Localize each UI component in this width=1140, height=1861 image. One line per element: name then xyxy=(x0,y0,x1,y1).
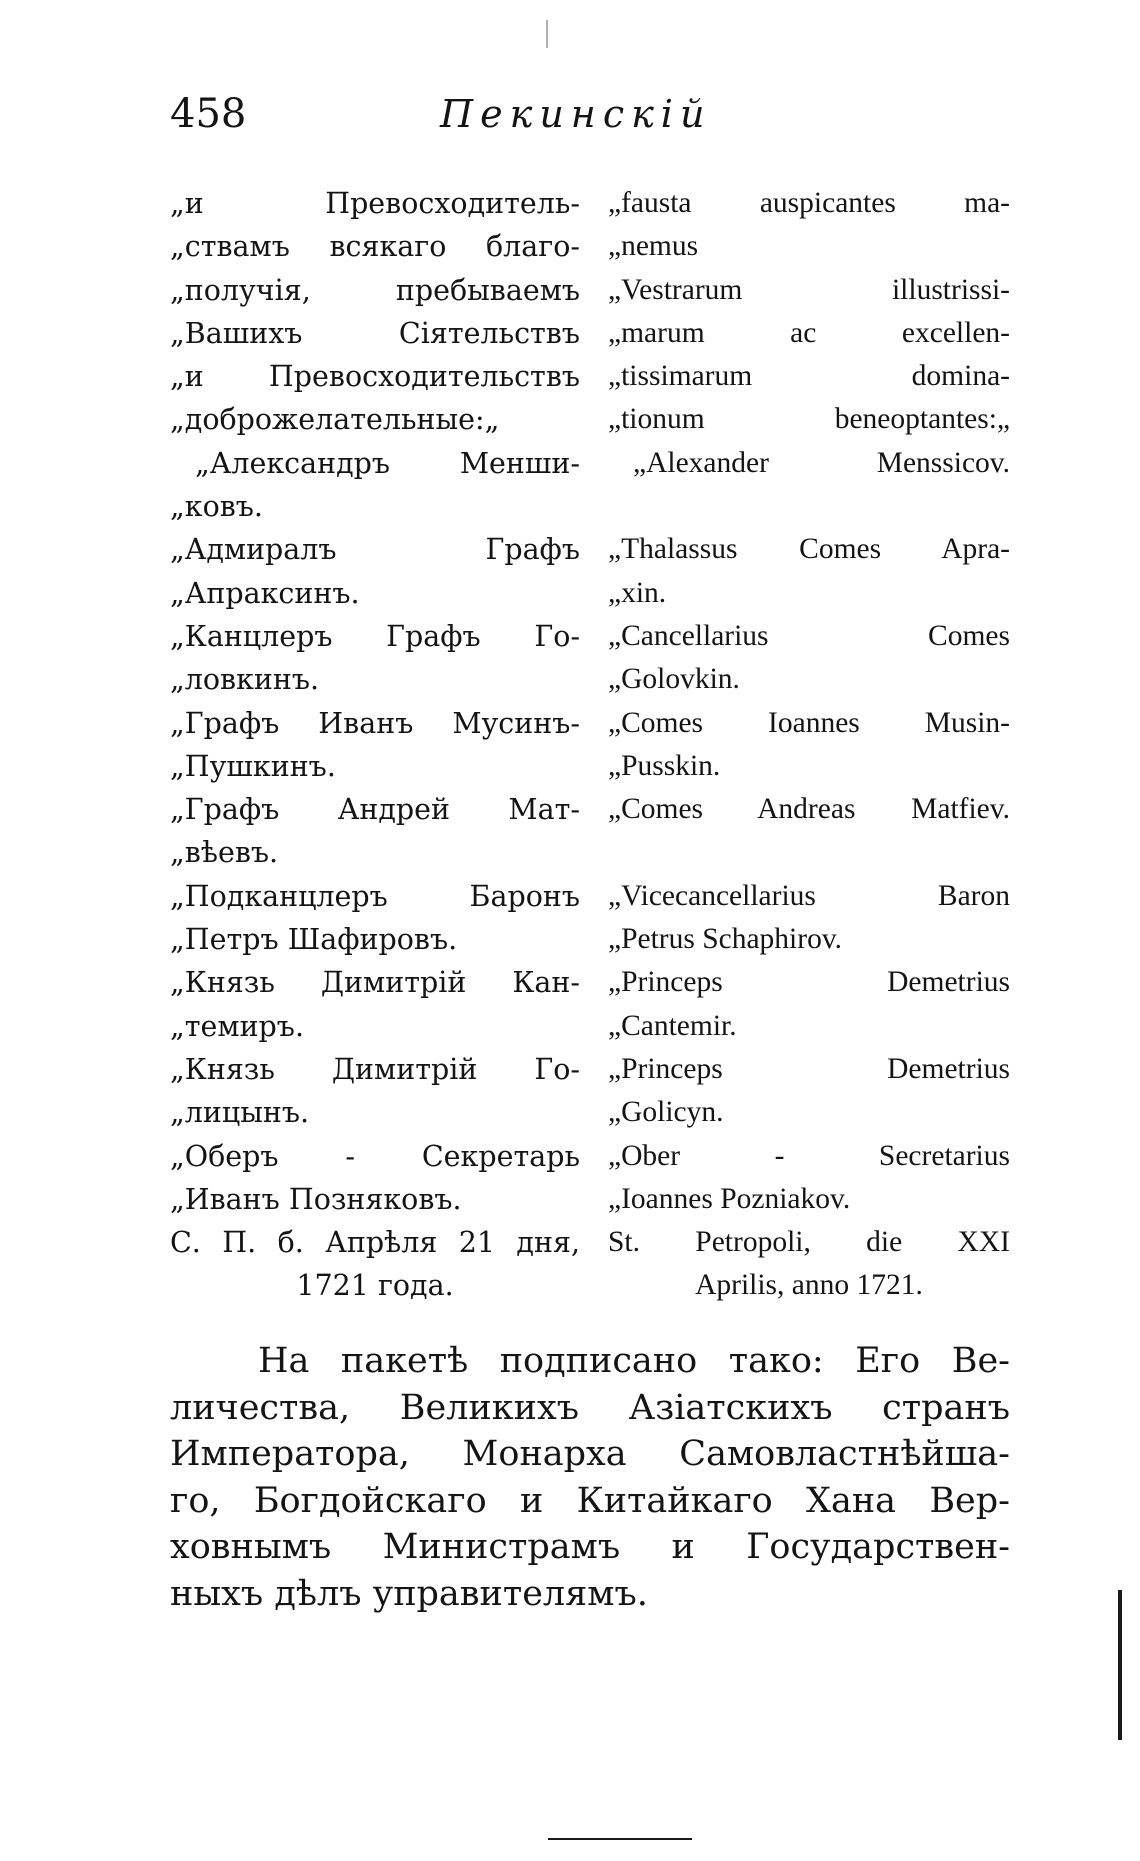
russian-line: „Графъ Иванъ Мусинъ- xyxy=(170,706,580,740)
russian-line: „доброжелательные:„ xyxy=(170,403,500,437)
latin-year-line: Aprilis, anno 1721. xyxy=(695,1269,923,1302)
footer-rule xyxy=(548,1838,692,1840)
latin-line: „Princeps Demetrius xyxy=(608,966,1010,999)
paragraph-line: ныхъ дѣлъ управителямъ. xyxy=(170,1573,648,1614)
latin-line: „Thalassus Comes Apra- xyxy=(608,533,1010,566)
latin-line: „Cantemir. xyxy=(608,1009,737,1042)
latin-line: „tissimarum domina- xyxy=(608,360,1010,393)
latin-line: „Comes Andreas Matfiev. xyxy=(608,793,1010,826)
latin-line: „tionum beneoptantes:„ xyxy=(608,403,1010,436)
latin-line xyxy=(608,485,1010,528)
latin-line: „Vicecancellarius Baron xyxy=(608,879,1010,912)
russian-line: „Пушкинъ. xyxy=(170,749,336,783)
latin-line: „Ioannes Pozniakov. xyxy=(608,1182,851,1215)
russian-line: „Князь Димитрiй Го- xyxy=(170,1052,580,1086)
russian-line: „темиръ. xyxy=(170,1009,304,1043)
page-number: 458 xyxy=(170,91,247,137)
latin-date-line: St. Petropoli, die XXI xyxy=(608,1226,1010,1259)
russian-line: „получiя, пребываемъ xyxy=(170,273,580,307)
russian-line: „Князь Димитрiй Кан- xyxy=(170,966,580,1000)
paragraph-line: го, Богдойскаго и Китайкаго Хана Вер- xyxy=(170,1480,1010,1521)
running-head: Пекинскiй xyxy=(440,92,712,136)
latin-line: „fausta auspicantes ma- xyxy=(608,187,1010,219)
scan-mark-top xyxy=(546,20,548,48)
latin-line: „Alexander Menssicov. xyxy=(633,446,1010,479)
latin-line: „nemus xyxy=(608,230,699,263)
latin-line: „Golovkin. xyxy=(608,663,740,696)
russian-line: „вѣевъ. xyxy=(170,836,279,870)
latin-line: „marum ac excellen- xyxy=(608,316,1010,349)
latin-column xyxy=(608,182,1010,1308)
russian-line: „Иванъ Позняковъ. xyxy=(170,1182,462,1216)
page-header xyxy=(170,88,970,148)
latin-line xyxy=(608,831,1010,874)
russian-date-line: С. П. б. Апрѣля 21 дня, xyxy=(170,1226,580,1260)
russian-line: „Вашихъ Сiятельствъ xyxy=(170,316,580,350)
scan-mark-right xyxy=(1118,1590,1122,1740)
latin-line: „Comes Ioannes Musin- xyxy=(608,706,1010,739)
latin-line: „xin. xyxy=(608,576,667,609)
latin-line: „Ober - Secretarius xyxy=(608,1139,1010,1172)
russian-line: „ловкинъ. xyxy=(170,663,320,697)
russian-line: „ковъ. xyxy=(170,490,263,524)
russian-line: „и Превосходительствъ xyxy=(170,360,580,394)
latin-line: „Petrus Schaphirov. xyxy=(608,923,843,956)
envelope-paragraph xyxy=(170,1338,1010,1617)
paragraph-line: ховнымъ Министрамъ и Государствен- xyxy=(170,1527,1010,1567)
russian-line: „Адмиралъ Графъ xyxy=(170,533,580,567)
russian-line: „Подканцлеръ Баронъ xyxy=(170,879,580,913)
latin-line: „Pusskin. xyxy=(608,749,721,782)
latin-line: „Golicyn. xyxy=(608,1096,724,1129)
russian-line: „ствамъ всякаго благо- xyxy=(170,230,580,264)
russian-line: „Канцлеръ Графъ Го- xyxy=(170,619,580,653)
russian-column xyxy=(170,182,580,1308)
russian-line: „Петръ Шафировъ. xyxy=(170,923,458,957)
russian-line: „Оберъ - Секретарь xyxy=(170,1139,580,1173)
russian-line: „лицынъ. xyxy=(170,1096,310,1130)
paragraph-line: На пакетѣ подписано тако: Его Ве- xyxy=(258,1341,1010,1381)
latin-line: „Vestrarum illustrissi- xyxy=(608,273,1010,306)
paragraph-line: личества, Великихъ Азiатскихъ странъ xyxy=(170,1387,1010,1428)
latin-line: „Princeps Demetrius xyxy=(608,1052,1010,1085)
paragraph-line: Императора, Монарха Самовластнѣйша- xyxy=(170,1434,1010,1474)
russian-line: „Графъ Андрей Мат- xyxy=(170,793,580,827)
russian-year-line: 1721 года. xyxy=(296,1269,454,1303)
russian-line: „Александръ Менши- xyxy=(195,446,580,480)
russian-line: „и Превосходитель- xyxy=(170,187,580,220)
russian-line: „Апраксинъ. xyxy=(170,576,360,610)
latin-line: „Cancellarius Comes xyxy=(608,619,1010,652)
